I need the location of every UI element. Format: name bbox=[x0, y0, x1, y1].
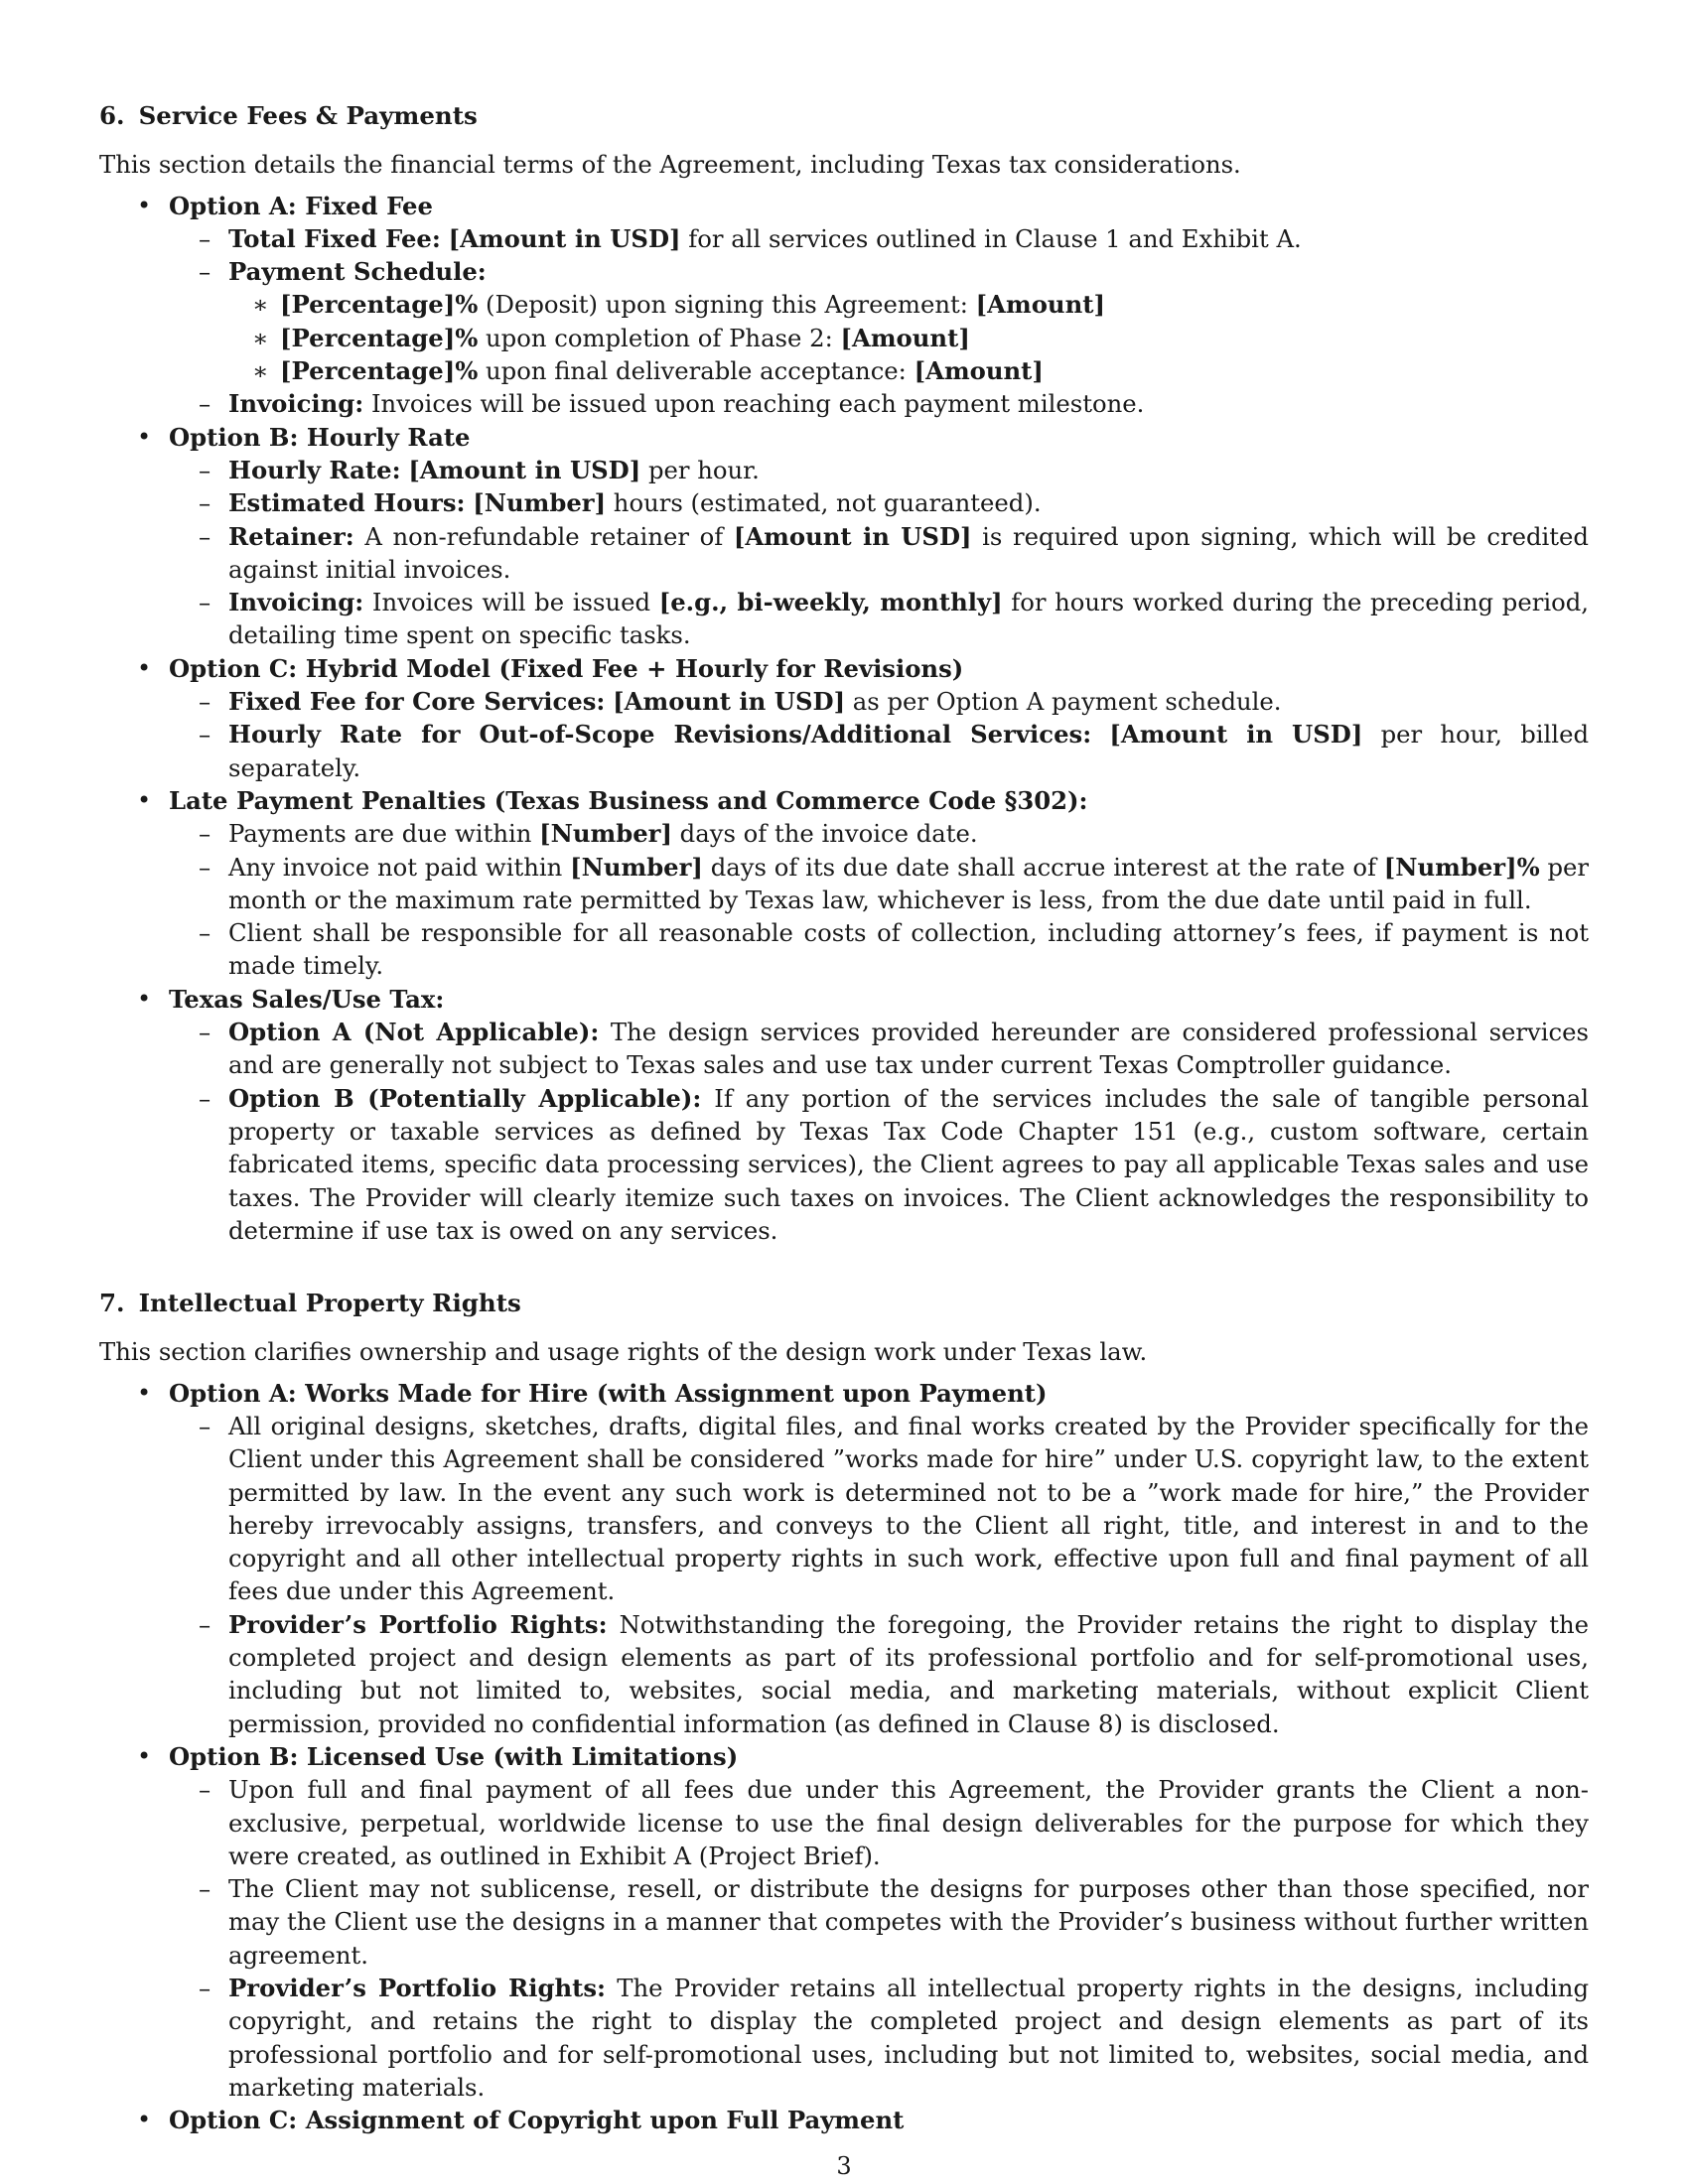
list-item: – Invoicing: Invoices will be issued [e.g., bi-weekly, monthly] for hours worked during the preceding period, detailing time spent on specific tasks. bbox=[169, 586, 1589, 652]
section-number: 7. bbox=[99, 1289, 125, 1318]
list-item: – Hourly Rate for Out-of-Scope Revisions/Additional Services: [Amount in USD] per hour, billed separately. bbox=[169, 718, 1589, 784]
section-title: Intellectual Property Rights bbox=[138, 1289, 521, 1318]
section-6-list bbox=[99, 190, 1589, 1248]
list-item: – Estimated Hours: [Number] hours (estimated, not guaranteed). bbox=[169, 486, 1589, 519]
option-title: Option A: Works Made for Hire (with Assignment upon Payment) bbox=[169, 1378, 1048, 1408]
option-a-works-made-for-hire bbox=[99, 1377, 1589, 1740]
list-item: – Total Fixed Fee: [Amount in USD] for all services outlined in Clause 1 and Exhibit A. bbox=[169, 222, 1589, 255]
list-item: – Provider’s Portfolio Rights: Notwithstanding the foregoing, the Provider retains the right to display the completed project and design elements as part of its professional portfolio and for self-promotional uses, including but not limited to, websites, social media, and marketing materials, without explicit Client permission, provided no confidential information (as defined in Clause 8) is disclosed. bbox=[169, 1608, 1589, 1740]
list-item: ∗ [Percentage]% upon completion of Phase 2: [Amount] bbox=[228, 322, 1589, 354]
option-title: Option C: Hybrid Model (Fixed Fee + Hourly for Revisions) bbox=[169, 653, 964, 683]
list-item: – Retainer: A non-refundable retainer of [Amount in USD] is required upon signing, which will be credited against initial invoices. bbox=[169, 520, 1589, 587]
option-c-assignment-of-copyright bbox=[99, 2104, 1589, 2136]
list-item: – Invoicing: Invoices will be issued upon reaching each payment milestone. bbox=[169, 387, 1589, 420]
section-number: 6. bbox=[99, 101, 125, 130]
list-item: ∗ [Percentage]% (Deposit) upon signing this Agreement: [Amount] bbox=[228, 288, 1589, 321]
list-item: – Option B (Potentially Applicable): If any portion of the services includes the sale of tangible personal property or taxable services as defined by Texas Tax Code Chapter 151 (e.g., custom software, certain fabricated items, specific data processing services), the Client agrees to pay all applicable Texas sales and use taxes. The Provider will clearly itemize such taxes on invoices. The Client acknowledges the responsibility to determine if use tax is owed on any services. bbox=[169, 1082, 1589, 1247]
list-item: – The Client may not sublicense, resell, or distribute the designs for purposes other than those specified, nor may the Client use the designs in a manner that competes with the Provider’s business without further written agreement. bbox=[169, 1872, 1589, 1972]
section-6-heading bbox=[99, 99, 1589, 132]
option-c-hybrid-model bbox=[99, 652, 1589, 784]
section-6-intro: This section details the financial terms of the Agreement, including Texas tax considerations. bbox=[99, 150, 1241, 180]
section-7-heading bbox=[99, 1287, 1589, 1319]
list-item: ∗ [Percentage]% upon final deliverable acceptance: [Amount] bbox=[228, 354, 1589, 387]
texas-sales-use-tax bbox=[99, 983, 1589, 1247]
list-item: – Upon full and final payment of all fees due under this Agreement, the Provider grants the Client a non-exclusive, perpetual, worldwide license to use the final design deliverables for the purpose for which they were created, as outlined in Exhibit A (Project Brief). bbox=[169, 1773, 1589, 1872]
option-a-fixed-fee bbox=[99, 190, 1589, 421]
option-b-licensed-use bbox=[99, 1740, 1589, 2104]
list-item: – Option A (Not Applicable): The design services provided hereunder are considered professional services and are generally not subject to Texas sales and use tax under current Texas Comptroller guidance. bbox=[169, 1016, 1589, 1082]
list-item: – Provider’s Portfolio Rights: The Provider retains all intellectual property rights in the designs, including copyright, and retains the right to display the completed project and design elements as part of its professional portfolio and for self-promotional uses, including but not limited to, websites, social media, and marketing materials. bbox=[169, 1972, 1589, 2104]
list-item: – Client shall be responsible for all reasonable costs of collection, including attorney’s fees, if payment is not made timely. bbox=[169, 916, 1589, 983]
document-page bbox=[99, 99, 1589, 2137]
option-title: Texas Sales/Use Tax: bbox=[169, 984, 445, 1014]
option-title: Late Payment Penalties (Texas Business and Commerce Code §302): bbox=[169, 785, 1088, 815]
option-b-hourly-rate bbox=[99, 421, 1589, 652]
list-item: – Any invoice not paid within [Number] days of its due date shall accrue interest at the rate of [Number]% per month or the maximum rate permitted by Texas law, whichever is less, from the due date until paid in full. bbox=[169, 851, 1589, 917]
section-title: Service Fees & Payments bbox=[138, 101, 478, 130]
option-title: Option B: Licensed Use (with Limitations) bbox=[169, 1741, 739, 1771]
section-7-intro: This section clarifies ownership and usage rights of the design work under Texas law. bbox=[99, 1337, 1148, 1367]
option-title: Option B: Hourly Rate bbox=[169, 422, 471, 452]
page-number: 3 bbox=[836, 2152, 852, 2180]
payment-schedule-list bbox=[228, 288, 1589, 387]
section-7-list bbox=[99, 1377, 1589, 2137]
list-item: – Payment Schedule: ∗ [Percentage]% (Deposit) upon signing this Agreement: [Amount] ∗ [Percentage]% upon completion of Phase 2: [Amount] ∗ [Percentage]% upon final deliverable acceptance: [Amount] bbox=[169, 255, 1589, 387]
list-item: – Payments are due within [Number] days of the invoice date. bbox=[169, 817, 1589, 850]
list-item: – All original designs, sketches, drafts, digital files, and final works created by the Provider specifically for the Client under this Agreement shall be considered ”works made for hire” under U.S. copyright law, to the extent permitted by law. In the event any such work is determined not to be a ”work made for hire,” the Provider hereby irrevocably assigns, transfers, and conveys to the Client all right, title, and interest in and to the copyright and all other intellectual property rights in such work, effective upon full and final payment of all fees due under this Agreement. bbox=[169, 1410, 1589, 1608]
option-title: Option A: Fixed Fee bbox=[169, 191, 433, 220]
list-item: – Fixed Fee for Core Services: [Amount in USD] as per Option A payment schedule. bbox=[169, 685, 1589, 718]
list-item: – Hourly Rate: [Amount in USD] per hour. bbox=[169, 454, 1589, 486]
late-payment-penalties bbox=[99, 784, 1589, 983]
option-title: Option C: Assignment of Copyright upon Full Payment bbox=[169, 2106, 905, 2135]
